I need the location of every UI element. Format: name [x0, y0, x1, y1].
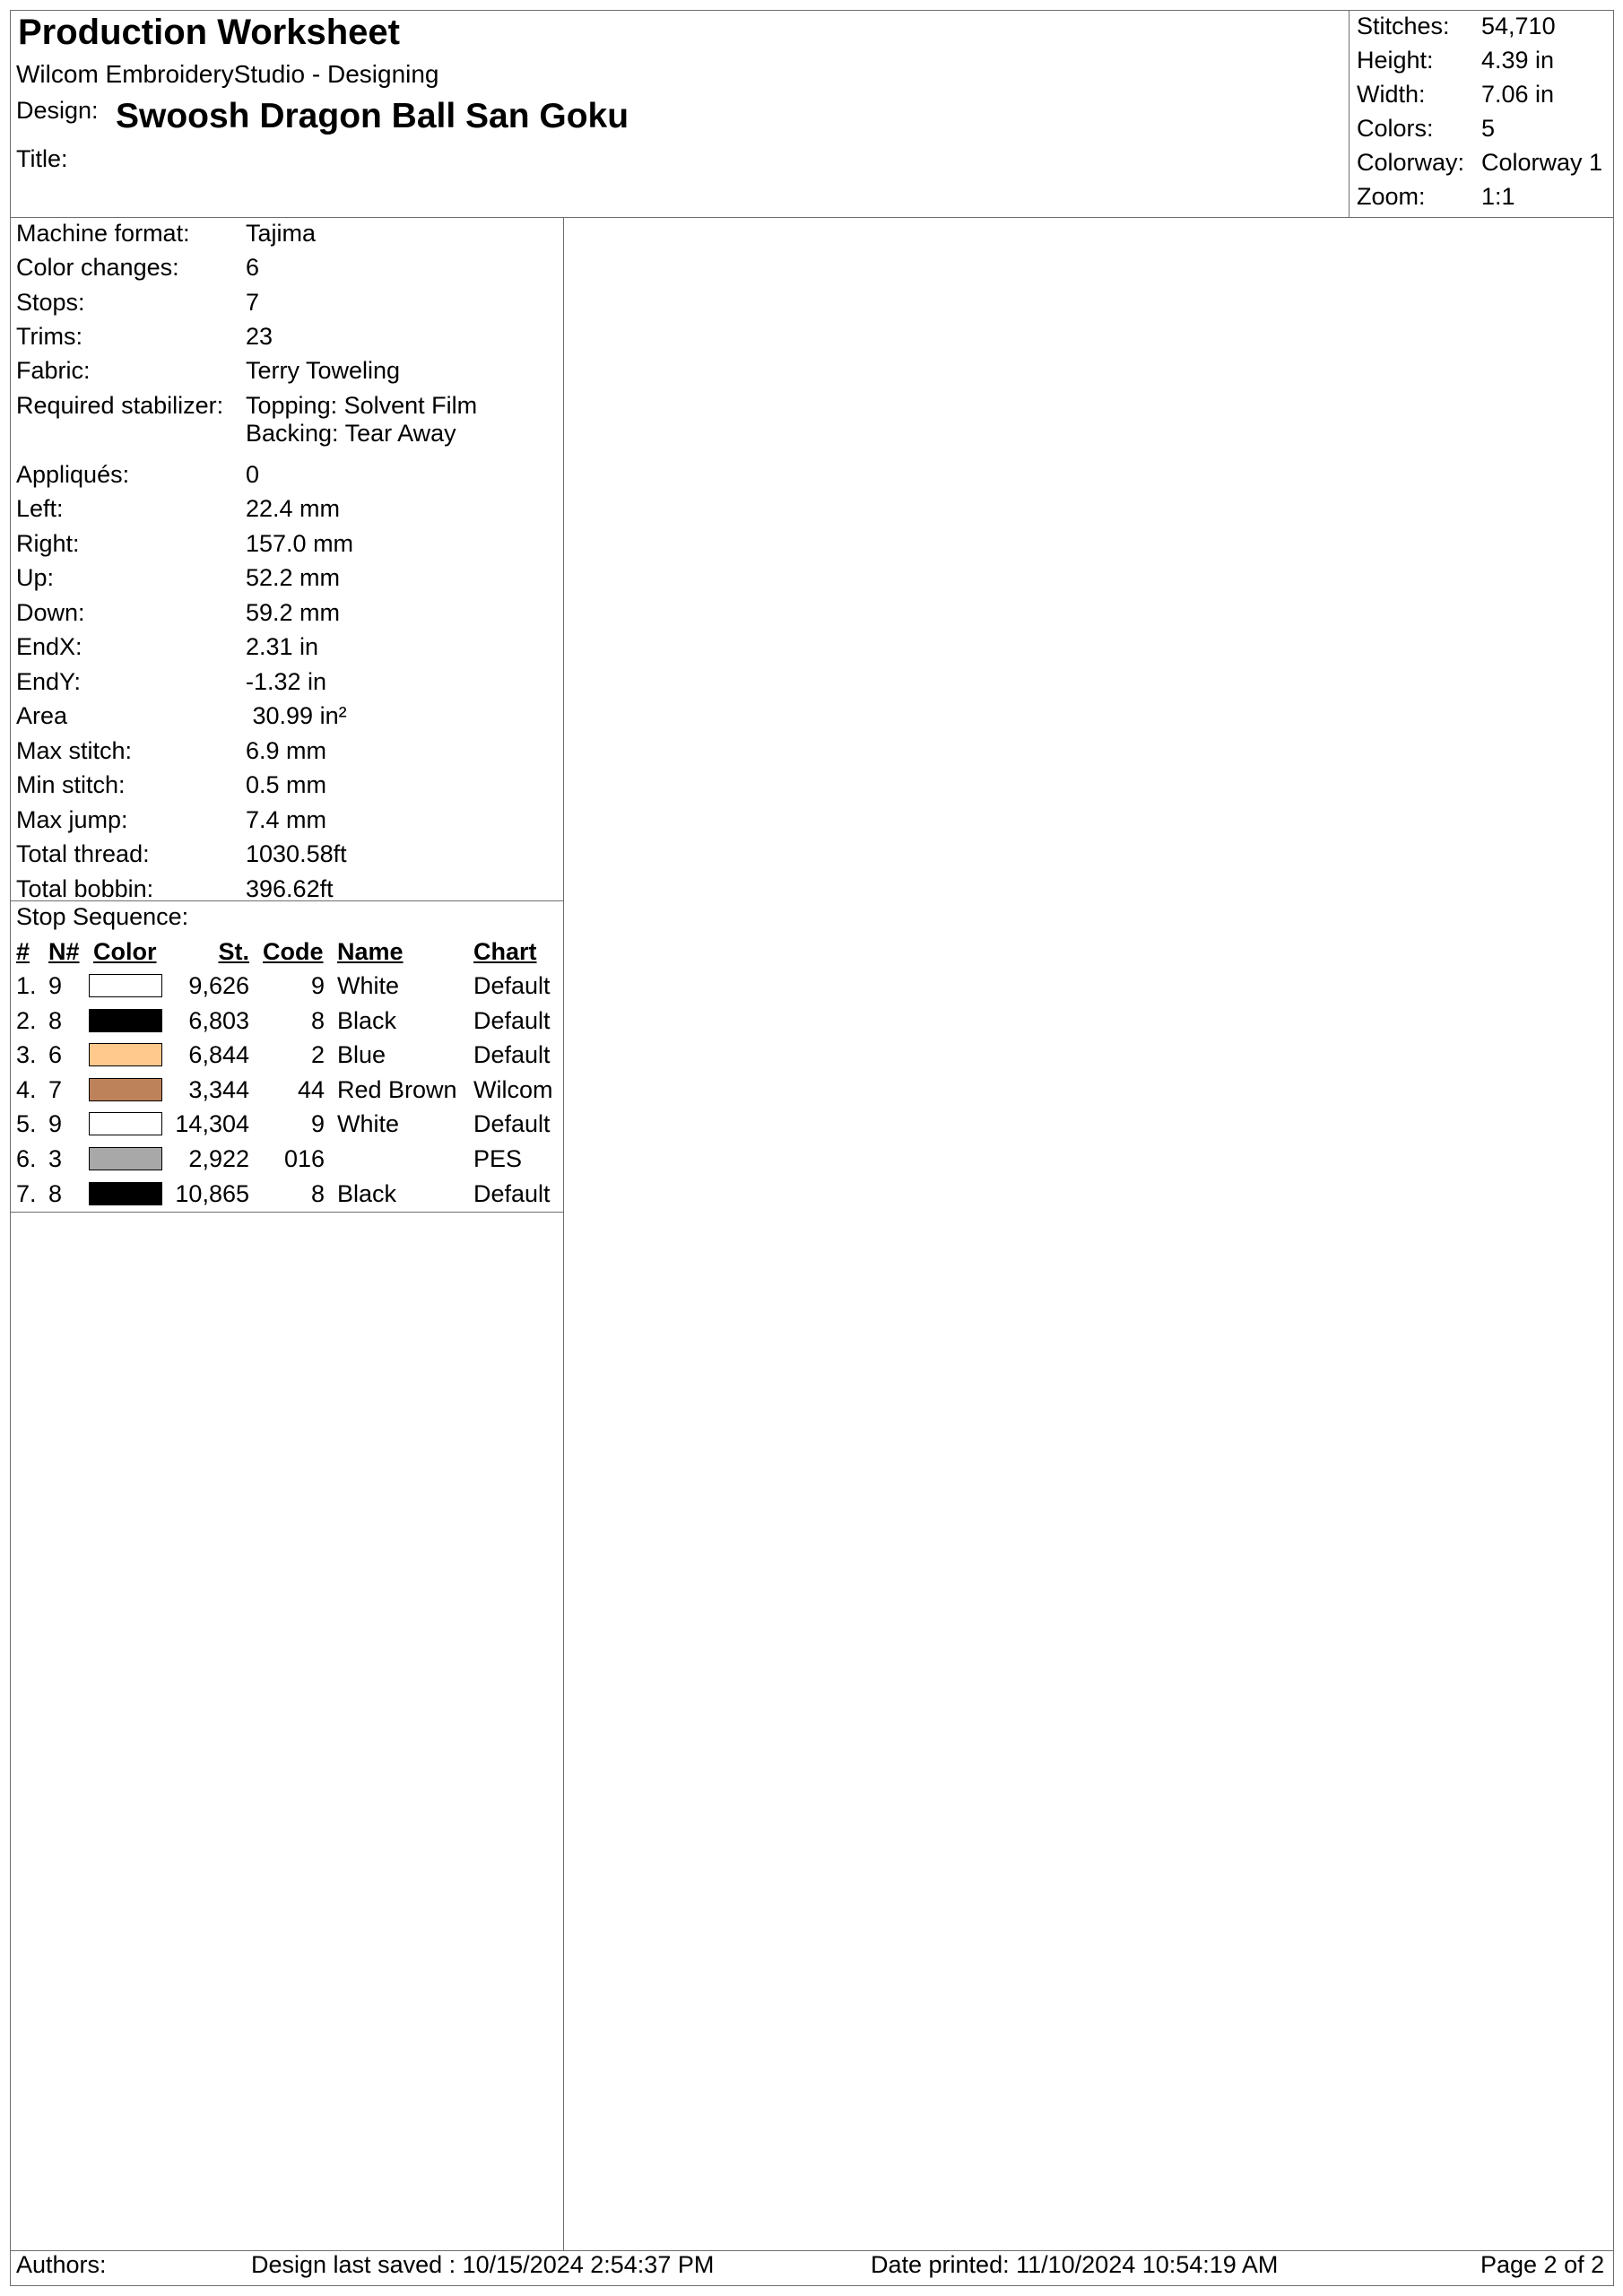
left-panel-divider — [563, 217, 564, 2251]
row-chart: Default — [473, 972, 551, 999]
row-needle: 8 — [48, 1179, 63, 1207]
design-label: Design: — [16, 97, 99, 124]
color-swatch — [89, 1009, 162, 1032]
table-row — [0, 969, 563, 1003]
row-number: 7. — [16, 1179, 37, 1207]
row-name: Black — [337, 1006, 397, 1034]
table-row — [0, 1038, 563, 1072]
row-number: 3. — [16, 1041, 37, 1069]
color-swatch — [89, 974, 162, 997]
row-needle: 7 — [48, 1075, 63, 1103]
col-header-code: Code — [263, 938, 324, 965]
row-code: 8 — [310, 1179, 325, 1207]
row-number: 6. — [16, 1145, 37, 1172]
design-name: Swoosh Dragon Ball San Goku — [116, 97, 629, 135]
table-row — [0, 1107, 563, 1141]
row-chart: PES — [473, 1145, 523, 1172]
table-row — [0, 1142, 563, 1176]
row-code: 44 — [297, 1075, 325, 1103]
color-swatch — [89, 1147, 162, 1170]
footer-authors: Authors: — [16, 2251, 107, 2278]
row-number: 1. — [16, 972, 37, 999]
row-code: 9 — [310, 1110, 325, 1138]
color-swatch — [89, 1043, 162, 1066]
color-swatch — [89, 1078, 162, 1101]
table-row — [0, 1004, 563, 1038]
row-needle: 8 — [48, 1006, 63, 1034]
row-name: Red Brown — [337, 1075, 457, 1103]
row-number: 5. — [16, 1110, 37, 1138]
stop-sequence-title: Stop Sequence: — [16, 903, 189, 930]
row-chart: Default — [473, 1179, 551, 1207]
row-chart: Default — [473, 1041, 551, 1069]
row-needle: 3 — [48, 1145, 63, 1172]
table-bottom-divider — [10, 1212, 563, 1213]
row-stitches: 6,844 — [188, 1041, 249, 1069]
row-code: 2 — [310, 1041, 325, 1069]
table-row — [0, 1177, 563, 1211]
row-stitches: 6,803 — [188, 1006, 249, 1034]
row-chart: Wilcom — [473, 1075, 553, 1103]
color-swatch — [89, 1182, 162, 1205]
row-stitches: 9,626 — [188, 972, 249, 999]
header-divider — [10, 217, 1614, 218]
table-row — [0, 1073, 563, 1107]
col-header-stitches: St. — [218, 938, 249, 965]
col-header-chart: Chart — [473, 938, 537, 965]
col-header-name: Name — [337, 938, 404, 965]
row-stitches: 14,304 — [175, 1110, 249, 1138]
col-header-color: Color — [93, 938, 157, 965]
row-code: 016 — [283, 1145, 325, 1172]
row-name: Black — [337, 1179, 397, 1207]
footer-page-number: Page 2 of 2 — [1480, 2251, 1605, 2278]
color-swatch — [89, 1112, 162, 1135]
row-stitches: 3,344 — [188, 1075, 249, 1103]
col-header-needle: N# — [48, 938, 80, 965]
row-stitches: 2,922 — [188, 1145, 249, 1172]
footer-last-saved: Design last saved : 10/15/2024 2:54:37 PM — [251, 2251, 715, 2278]
row-code: 9 — [310, 972, 325, 999]
row-needle: 9 — [48, 1110, 63, 1138]
row-name: White — [337, 972, 400, 999]
row-code: 8 — [310, 1006, 325, 1034]
footer-date-printed: Date printed: 11/10/2024 10:54:19 AM — [871, 2251, 1279, 2278]
row-name: White — [337, 1110, 400, 1138]
row-chart: Default — [473, 1110, 551, 1138]
title-label: Title: — [16, 145, 68, 172]
col-header-num: # — [16, 938, 30, 965]
row-needle: 6 — [48, 1041, 63, 1069]
row-number: 2. — [16, 1006, 37, 1034]
row-name: Blue — [337, 1041, 386, 1069]
row-needle: 9 — [48, 972, 63, 999]
software-name: Wilcom EmbroideryStudio - Designing — [16, 60, 439, 88]
row-chart: Default — [473, 1006, 551, 1034]
page-title: Production Worksheet — [18, 13, 400, 52]
row-number: 4. — [16, 1075, 37, 1103]
stats-divider — [1349, 10, 1350, 217]
row-stitches: 10,865 — [175, 1179, 249, 1207]
